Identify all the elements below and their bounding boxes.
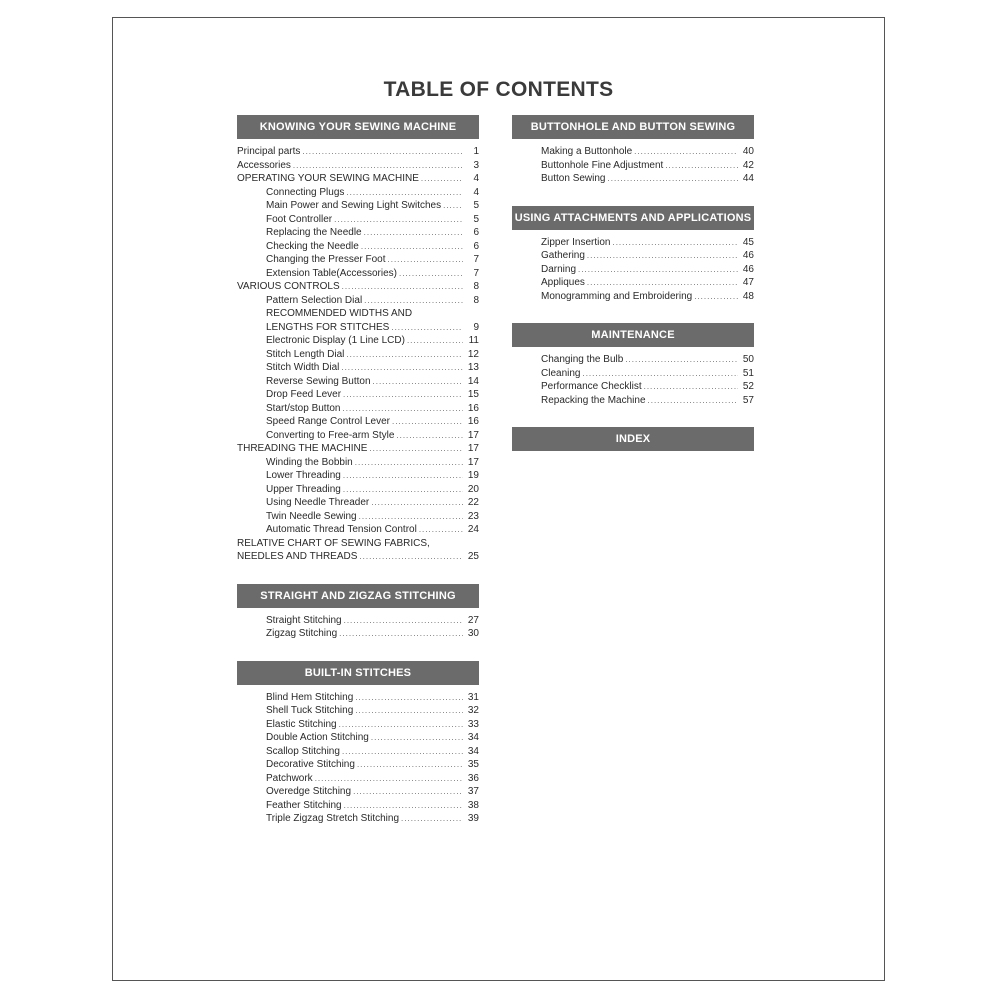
toc-entry-label: Cleaning (541, 367, 581, 379)
dot-leader (373, 375, 463, 389)
toc-entry (237, 375, 479, 389)
dot-leader (608, 172, 739, 186)
toc-entry-list (237, 614, 479, 641)
toc-entry-page: 17 (467, 443, 479, 454)
toc-entry-page: 25 (467, 551, 479, 562)
toc-entry-list (237, 145, 479, 564)
toc-entry-list (237, 691, 479, 826)
toc-entry-page: 34 (467, 732, 479, 743)
toc-entry-page: 47 (742, 277, 754, 288)
dot-leader (371, 731, 463, 745)
toc-entry (512, 159, 754, 173)
dot-leader (388, 253, 463, 267)
toc-entry (237, 307, 479, 321)
dot-leader (339, 718, 463, 732)
toc-entry (512, 249, 754, 263)
dot-leader (343, 469, 463, 483)
dot-leader (371, 496, 463, 510)
toc-entry (512, 145, 754, 159)
toc-entry-label: Zipper Insertion (541, 236, 611, 248)
toc-entry (237, 496, 479, 510)
toc-entry-page: 6 (473, 227, 479, 238)
dot-leader (315, 772, 463, 786)
toc-entry-label: RECOMMENDED WIDTHS AND (266, 308, 413, 319)
toc-entry-page: 1 (473, 146, 479, 157)
toc-entry-label: Gathering (541, 250, 585, 261)
toc-entry (237, 785, 479, 799)
toc-entry-label: Blind Hem Stitching (266, 691, 354, 703)
toc-entry-label: Making a Buttonhole (541, 146, 633, 157)
toc-section-knowing-your-sewing-machine (237, 115, 479, 564)
page-title: TABLE OF CONTENTS (383, 78, 614, 101)
toc-entry-list (512, 145, 754, 186)
toc-entry (237, 772, 479, 786)
dot-leader (334, 213, 463, 227)
toc-entry-page: 8 (473, 281, 479, 292)
toc-entry (237, 510, 479, 524)
toc-entry-label: NEEDLES AND THREADS (237, 551, 358, 562)
toc-entry (237, 172, 479, 186)
toc-entry (512, 353, 754, 367)
dot-leader (346, 348, 463, 362)
document-page (112, 17, 885, 981)
toc-entry (512, 394, 754, 408)
toc-entry (512, 380, 754, 394)
toc-entry (237, 799, 479, 813)
toc-entry-page: 57 (742, 394, 754, 406)
dot-leader (342, 280, 463, 294)
toc-entry-label: Upper Threading (266, 483, 341, 495)
toc-entry-label: Connecting Plugs (266, 186, 345, 198)
toc-entry-label: Extension Table(Accessories) (266, 267, 397, 279)
toc-section-built-in-stitches (237, 661, 479, 826)
dot-leader (665, 159, 738, 173)
toc-entry (237, 321, 479, 335)
toc-entry-page: 34 (467, 745, 479, 757)
toc-entry-label: Start/stop Button (266, 402, 341, 414)
toc-entry (237, 704, 479, 718)
dot-leader (344, 799, 463, 813)
toc-entry-label: Monogramming and Embroidering (541, 290, 693, 302)
toc-entry-page: 30 (467, 628, 479, 639)
toc-entry-label: Foot Controller (266, 213, 333, 225)
section-header: INDEX (512, 427, 754, 451)
toc-entry-page: 46 (742, 263, 754, 275)
toc-entry-label: VARIOUS CONTROLS (237, 281, 340, 292)
toc-entry-label: Shell Tuck Stitching (266, 705, 354, 716)
toc-entry (237, 186, 479, 200)
toc-entry-page: 16 (467, 416, 479, 427)
toc-entry-label: Accessories (237, 159, 291, 171)
toc-entry (237, 523, 479, 537)
toc-entry (237, 614, 479, 628)
toc-entry-page: 16 (467, 402, 479, 414)
dot-leader (391, 321, 463, 335)
toc-entry-label: Elastic Stitching (266, 718, 337, 730)
section-header: BUILT-IN STITCHES (237, 661, 479, 685)
toc-entry-label: Triple Zigzag Stretch Stitching (266, 813, 400, 824)
dot-leader (343, 483, 463, 497)
toc-entry-label: Replacing the Needle (266, 227, 362, 238)
toc-entry-label: Stitch Width Dial (266, 362, 340, 373)
toc-entry-page: 12 (467, 348, 479, 360)
toc-entry-page: 15 (467, 389, 479, 400)
toc-entry-label: Changing the Bulb (541, 354, 624, 365)
toc-entry (237, 253, 479, 267)
toc-entry-page: 19 (467, 470, 479, 481)
toc-entry (237, 550, 479, 564)
toc-entry (237, 294, 479, 308)
toc-entry-label: Changing the Presser Foot (266, 254, 386, 265)
toc-entry-label: Stitch Length Dial (266, 348, 345, 360)
toc-entry (237, 388, 479, 402)
toc-entry (237, 691, 479, 705)
dot-leader (644, 380, 738, 394)
dot-leader (399, 267, 463, 281)
toc-entry-page: 27 (467, 614, 479, 626)
toc-entry-page: 38 (467, 799, 479, 811)
dot-leader (359, 510, 463, 524)
toc-entry-page: 39 (467, 813, 479, 824)
dot-leader (341, 361, 463, 375)
dot-leader (293, 159, 463, 173)
toc-entry-label: Lower Threading (266, 470, 341, 481)
toc-entry-page: 45 (742, 236, 754, 248)
dot-leader (353, 785, 463, 799)
toc-entry-label: Speed Range Control Lever (266, 416, 390, 427)
toc-entry-label: Performance Checklist (541, 381, 642, 392)
toc-entry-list (512, 236, 754, 304)
toc-entry-label: THREADING THE MACHINE (237, 443, 368, 454)
toc-entry-label: OPERATING YOUR SEWING MACHINE (237, 173, 419, 184)
toc-entry-label: Overedge Stitching (266, 786, 352, 797)
dot-leader (361, 240, 463, 254)
toc-entry-label: Buttonhole Fine Adjustment (541, 159, 664, 171)
toc-entry-label: Electronic Display (1 Line LCD) (266, 335, 405, 346)
dot-leader (359, 550, 463, 564)
toc-entry-page: 4 (473, 173, 479, 184)
toc-entry-page: 5 (473, 200, 479, 211)
dot-leader (369, 442, 463, 456)
dot-leader (582, 367, 738, 381)
toc-entry (512, 172, 754, 186)
toc-entry (237, 267, 479, 281)
dot-leader (694, 290, 738, 304)
toc-entry (237, 469, 479, 483)
toc-entry (237, 213, 479, 227)
toc-entry (237, 334, 479, 348)
toc-entry (512, 263, 754, 277)
toc-entry-label: Feather Stitching (266, 799, 342, 811)
toc-entry-label: Double Action Stitching (266, 732, 369, 743)
dot-leader (587, 276, 738, 290)
toc-entry (237, 456, 479, 470)
toc-entry (237, 627, 479, 641)
toc-entry (237, 718, 479, 732)
dot-leader (443, 199, 463, 213)
dot-leader (339, 627, 463, 641)
toc-entry-page: 24 (467, 524, 479, 535)
toc-entry-label: Zigzag Stitching (266, 628, 338, 639)
toc-entry-label: Using Needle Threader (266, 497, 370, 508)
toc-entry-page: 44 (742, 173, 754, 184)
toc-entry-page: 36 (467, 772, 479, 784)
toc-entry-label: Pattern Selection Dial (266, 294, 363, 306)
toc-entry (237, 483, 479, 497)
toc-entry-label: Repacking the Machine (541, 394, 646, 406)
toc-entry-page: 13 (467, 362, 479, 373)
toc-entry-page: 6 (473, 240, 479, 252)
toc-section-using-attachments-and-applications (512, 206, 754, 304)
toc-entry-label: Automatic Thread Tension Control (266, 524, 417, 535)
toc-entry-page: 31 (467, 691, 479, 703)
toc-entry-page: 23 (467, 510, 479, 522)
dot-leader (612, 236, 738, 250)
toc-entry-page: 20 (467, 483, 479, 495)
toc-entry-label: Principal parts (237, 146, 301, 157)
toc-entry-label: Darning (541, 263, 577, 275)
toc-entry-page: 22 (467, 497, 479, 508)
toc-section-index (512, 427, 754, 451)
dot-leader (355, 704, 463, 718)
dot-leader (625, 353, 738, 367)
toc-entry-page: 14 (467, 375, 479, 387)
dot-leader (364, 294, 463, 308)
toc-entry-label: Twin Needle Sewing (266, 510, 357, 522)
toc-entry (237, 442, 479, 456)
toc-entry (512, 236, 754, 250)
toc-entry (237, 812, 479, 826)
toc-entry (237, 361, 479, 375)
toc-entry-label: LENGTHS FOR STITCHES (266, 321, 390, 333)
section-header: KNOWING YOUR SEWING MACHINE (237, 115, 479, 139)
dot-leader (648, 394, 738, 408)
section-header: BUTTONHOLE AND BUTTON SEWING (512, 115, 754, 139)
toc-entry (512, 367, 754, 381)
dot-leader (355, 456, 463, 470)
toc-entry-label: Checking the Needle (266, 240, 359, 252)
toc-entry-page: 5 (473, 213, 479, 225)
dot-leader (421, 172, 463, 186)
dot-leader (357, 758, 463, 772)
toc-entry-label: Decorative Stitching (266, 759, 355, 770)
toc-section-maintenance (512, 323, 754, 407)
toc-entry (237, 145, 479, 159)
toc-entry (237, 731, 479, 745)
section-header: STRAIGHT AND ZIGZAG STITCHING (237, 584, 479, 608)
toc-entry-page: 7 (473, 254, 479, 265)
toc-entry-page: 35 (467, 759, 479, 770)
toc-entry-page: 17 (467, 456, 479, 468)
toc-entry-label: Patchwork (266, 772, 313, 784)
toc-entry-page: 40 (742, 146, 754, 157)
dot-leader (343, 388, 463, 402)
toc-entry-page: 7 (473, 267, 479, 279)
toc-entry-page: 37 (467, 786, 479, 797)
toc-entry-page: 48 (742, 290, 754, 302)
toc-entry-label: Button Sewing (541, 173, 606, 184)
dot-leader (302, 145, 463, 159)
dot-leader (344, 614, 463, 628)
toc-entry-label: Drop Feed Lever (266, 389, 342, 400)
toc-entry-page: 46 (742, 250, 754, 261)
section-header: MAINTENANCE (512, 323, 754, 347)
toc-entry-label: Scallop Stitching (266, 745, 340, 757)
toc-entry-label: Winding the Bobbin (266, 456, 353, 468)
dot-leader (346, 186, 463, 200)
toc-entry (237, 159, 479, 173)
toc-entry (237, 758, 479, 772)
dot-leader (407, 334, 463, 348)
toc-entry-page: 3 (473, 159, 479, 171)
toc-entry (237, 280, 479, 294)
dot-leader (355, 691, 463, 705)
dot-leader (343, 402, 464, 416)
dot-leader (587, 249, 738, 263)
dot-leader (634, 145, 738, 159)
toc-entry-page: 33 (467, 718, 479, 730)
toc-left-column (237, 115, 479, 846)
toc-section-buttonhole-and-button-sewing (512, 115, 754, 186)
toc-right-column (512, 115, 754, 471)
toc-entry-page: 52 (742, 381, 754, 392)
dot-leader (419, 523, 463, 537)
toc-entry-list (512, 353, 754, 407)
dot-leader (392, 415, 463, 429)
dot-leader (342, 745, 463, 759)
toc-entry-page: 11 (468, 335, 479, 346)
toc-entry (237, 348, 479, 362)
toc-entry (512, 290, 754, 304)
toc-entry (237, 429, 479, 443)
toc-entry (237, 537, 479, 551)
toc-entry-label: Appliques (541, 277, 585, 288)
toc-entry-page: 8 (473, 294, 479, 306)
toc-entry-page: 17 (467, 429, 479, 441)
toc-entry-page: 4 (473, 186, 479, 198)
toc-entry-page: 51 (742, 367, 754, 379)
dot-leader (578, 263, 738, 277)
toc-entry-label: RELATIVE CHART OF SEWING FABRICS, (237, 537, 430, 549)
toc-entry (237, 226, 479, 240)
toc-entry-label: Straight Stitching (266, 614, 342, 626)
dot-leader (396, 429, 463, 443)
toc-entry-label: Main Power and Sewing Light Switches (266, 200, 442, 211)
toc-entry (237, 745, 479, 759)
toc-section-straight-and-zigzag-stitching (237, 584, 479, 641)
dot-leader (364, 226, 463, 240)
toc-entry (512, 276, 754, 290)
toc-entry-label: Reverse Sewing Button (266, 375, 371, 387)
toc-entry (237, 415, 479, 429)
section-header: USING ATTACHMENTS AND APPLICATIONS (512, 206, 754, 230)
toc-entry-page: 42 (742, 159, 754, 171)
toc-entry (237, 240, 479, 254)
toc-entry (237, 199, 479, 213)
toc-entry-page: 50 (742, 354, 754, 365)
toc-entry-page: 9 (473, 321, 479, 333)
dot-leader (401, 812, 463, 826)
toc-entry-label: Converting to Free-arm Style (266, 429, 395, 441)
toc-entry (237, 402, 479, 416)
toc-entry-page: 32 (467, 705, 479, 716)
